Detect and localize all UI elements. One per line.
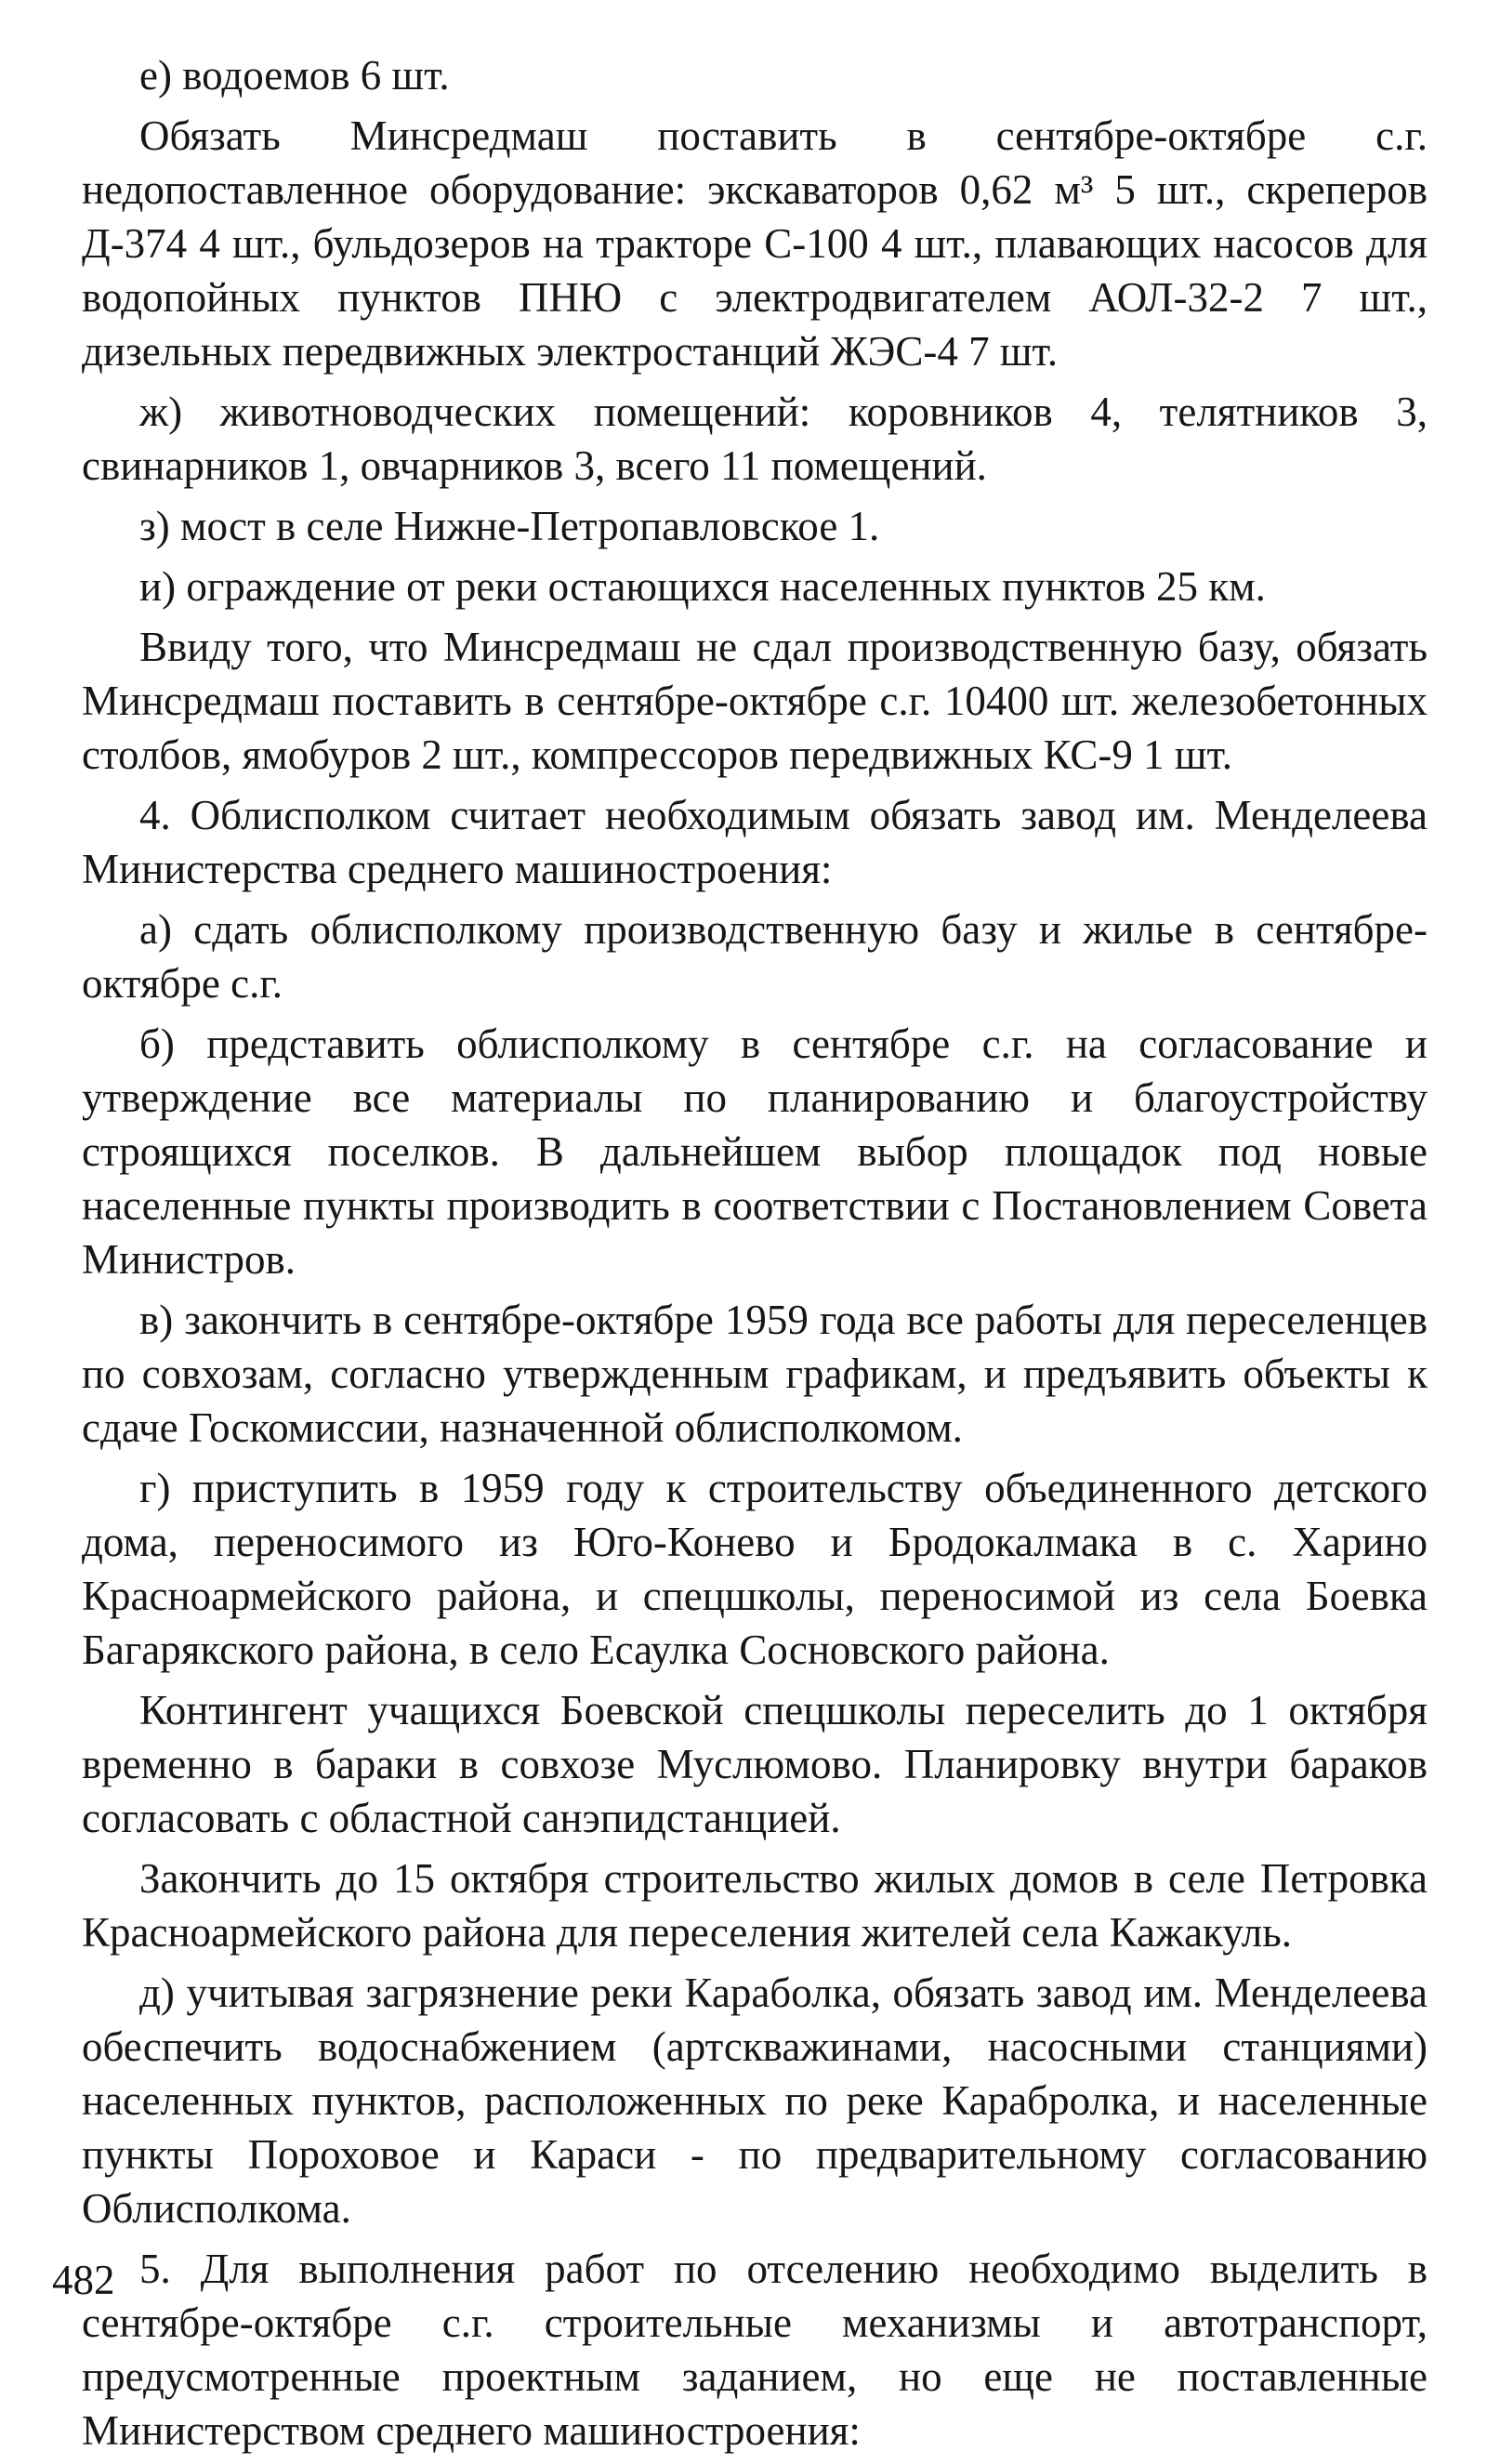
paragraph-item-d: д) учитывая загрязнение реки Караболка, обязать завод им. Менделеева обеспечить водоснабжением (артскважинами, насосными станциями) населенных пунктов, расположенных по реке Карабролка, и населенные пункты Пороховое и Караси - по предварительному согласованию Облисполкома. — [82, 1970, 1428, 2232]
paragraph-item-a: а) сдать облисполкому производственную базу и жилье в сентябре-октябре с.г. — [82, 906, 1428, 1007]
paragraph-livestock-buildings: ж) животноводческих помещений: коровников 4, телятников 3, свинарников 1, овчарников 3, всего 11 помещений. — [82, 389, 1428, 489]
paragraph-petrovka-housing: Закончить до 15 октября строительство жилых домов в селе Петровка Красноармейского района для переселения жителей села Кажакуль. — [82, 1855, 1428, 1956]
paragraph-item-g: г) приступить в 1959 году к строительству объединенного детского дома, переносимого из Юго-Конево и Бродокалмака в с. Харино Красноармейского района, и спецшколы, переносимой из села Боевка Багарякского района, в село Есаулка Сосновского района. — [82, 1465, 1428, 1673]
paragraph-mendeleev-plant: 4. Облисполком считает необходимым обязать завод им. Менделеева Министерства среднего машиностроения: — [82, 792, 1428, 892]
paragraph-item-5: 5. Для выполнения работ по отселению необходимо выделить в сентябре-октябре с.г. строительные механизмы и автотранспорт, предусмотренные проектным заданием, но еще не поставленные Министерством среднего машиностроения: — [82, 2246, 1428, 2454]
paragraph-reservoirs: е) водоемов 6 шт. — [139, 52, 450, 99]
document-body — [82, 48, 1428, 2464]
paragraph-special-school: Контингент учащихся Боевской спецшколы переселить до 1 октября временно в бараки в совхозе Муслюмово. Планировку внутри бараков согласовать с областной санэпидстанцией. — [82, 1687, 1428, 1841]
paragraph-bridge: з) мост в селе Нижне-Петропавловское 1. — [139, 503, 880, 549]
paragraph-item-v: в) закончить в сентябре-октябре 1959 года все работы для переселенцев по совхозам, согласно утвержденным графикам, и предъявить объекты к сдаче Госкомиссии, назначенной облисполкомом. — [82, 1297, 1428, 1451]
page-number: 482 — [52, 2257, 115, 2303]
paragraph-item-b: б) представить облисполкому в сентябре с.г. на согласование и утверждение все материалы по планированию и благоустройству строящихся поселков. В дальнейшем выбор площадок под новые населенные пункты производить в соответствии с Постановлением Совета Министров. — [82, 1021, 1428, 1283]
paragraph-minsredmash-equipment: Обязать Минсредмаш поставить в сентябре-октябре с.г. недопоставленное оборудование: экскаваторов 0,62 м³ 5 шт., скреперов Д-374 4 шт., бульдозеров на тракторе С-100 4 шт., плавающих насосов для водопойных пунктов ПНЮ с электродвигателем АОЛ-32-2 7 шт., дизельных передвижных электростанций ЖЭС-4 7 шт. — [82, 112, 1428, 375]
paragraph-river-fencing: и) ограждение от реки остающихся населенных пунктов 25 км. — [139, 563, 1266, 610]
paragraph-production-base: Ввиду того, что Минсредмаш не сдал производственную базу, обязать Минсредмаш поставить в сентябре-октябре с.г. 10400 шт. железобетонных столбов, ямобуров 2 шт., компрессоров передвижных КС-9 1 шт. — [82, 624, 1428, 778]
